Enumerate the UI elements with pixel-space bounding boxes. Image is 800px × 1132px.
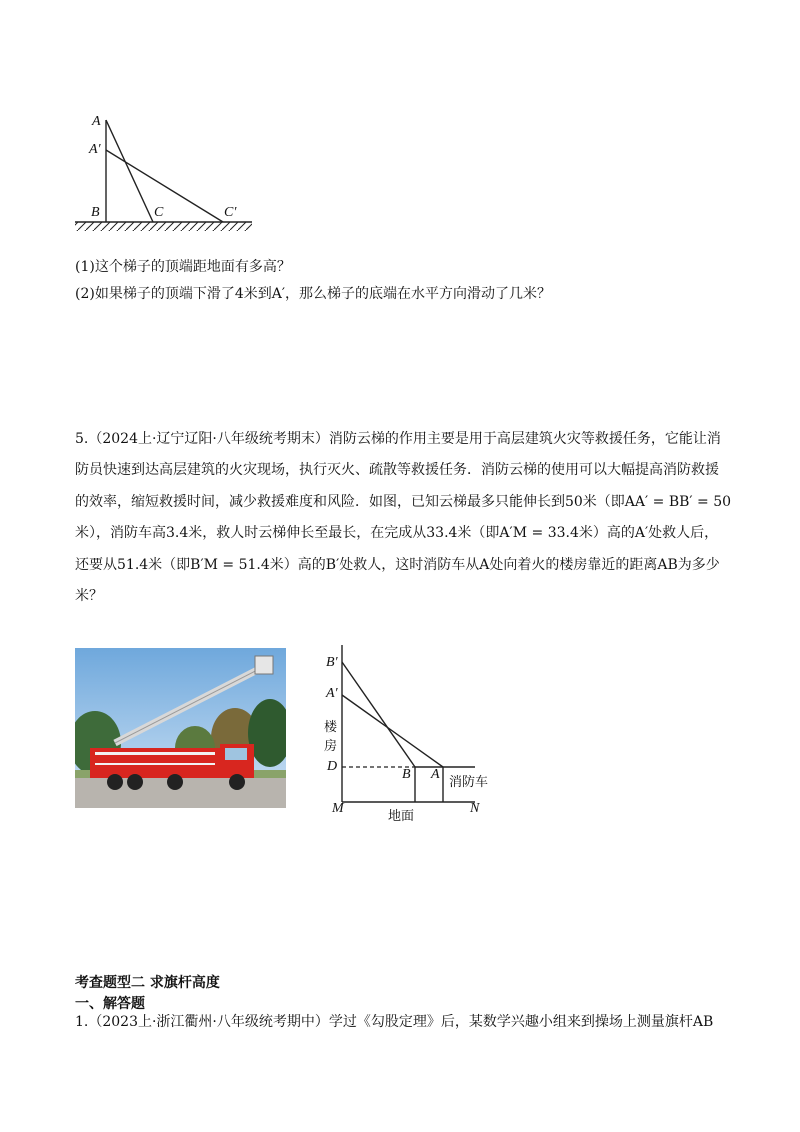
label-n: N bbox=[470, 801, 480, 816]
label-ground: 地面 bbox=[388, 809, 415, 824]
problem5-line-3: 的效率，缩短救援时间，减少救援难度和风险．如图，已知云梯最多只能伸长到50米（即AA′ = BB′ = 50 bbox=[75, 494, 732, 510]
section-title: 考查题型二 求旗杆高度 bbox=[75, 975, 220, 991]
label-b: B bbox=[91, 205, 100, 220]
ladder-aa-prime bbox=[342, 695, 443, 767]
label-b-prime: B′ bbox=[326, 655, 338, 670]
label-c: C bbox=[154, 205, 164, 220]
fire-truck-photo bbox=[75, 648, 286, 808]
label-b-2: B bbox=[402, 767, 411, 782]
label-fire-truck: 消防车 bbox=[449, 775, 489, 790]
problem5-line-5: 还要从51.4米（即B′M = 51.4米）高的B′处救人，这时消防车从A处向着火的楼房靠近的距离AB为多少 bbox=[75, 557, 720, 573]
label-d: D bbox=[327, 759, 338, 774]
label-a: A bbox=[92, 114, 101, 129]
ladder-bb-prime bbox=[342, 662, 415, 767]
label-a-2: A bbox=[431, 767, 440, 782]
question-2: (2)如果梯子的顶端下滑了4米到A′，那么梯子的底端在水平方向滑动了几米？ bbox=[75, 286, 552, 302]
problem5-line-1: 5.（2024上·辽宁辽阳·八年级统考期末）消防云梯的作用主要是用于高层建筑火灾等救援任务，它能让消 bbox=[75, 431, 721, 447]
problem5-line-4: 米），消防车高3.4米，救人时云梯伸长至最长，在完成从33.4米（即A′M = 33.4米）高的A′处救人后， bbox=[75, 525, 719, 541]
problem5-line-2: 防员快速到达高层建筑的火灾现场，执行灭火、疏散等救援任务．消防云梯的使用可以大幅提高消防救援 bbox=[75, 462, 719, 478]
section-subtitle: 一、解答题 bbox=[75, 996, 145, 1012]
problem5-line-6: 米？ bbox=[75, 588, 103, 604]
label-c-prime: C′ bbox=[224, 205, 237, 220]
label-building: 楼房 bbox=[324, 720, 338, 754]
question-1: (1)这个梯子的顶端距地面有多高？ bbox=[75, 259, 291, 275]
ladder-slid bbox=[106, 150, 223, 222]
ladder-original bbox=[106, 120, 153, 222]
ground-hatch bbox=[75, 222, 252, 231]
section-question-1: 1.（2023上·浙江衢州·八年级统考期中）学过《勾股定理》后，某数学兴趣小组来到操场上测量旗杆AB bbox=[75, 1014, 714, 1030]
label-m: M bbox=[332, 801, 344, 816]
label-a-prime: A′ bbox=[89, 142, 101, 157]
label-a-prime-2: A′ bbox=[326, 686, 338, 701]
